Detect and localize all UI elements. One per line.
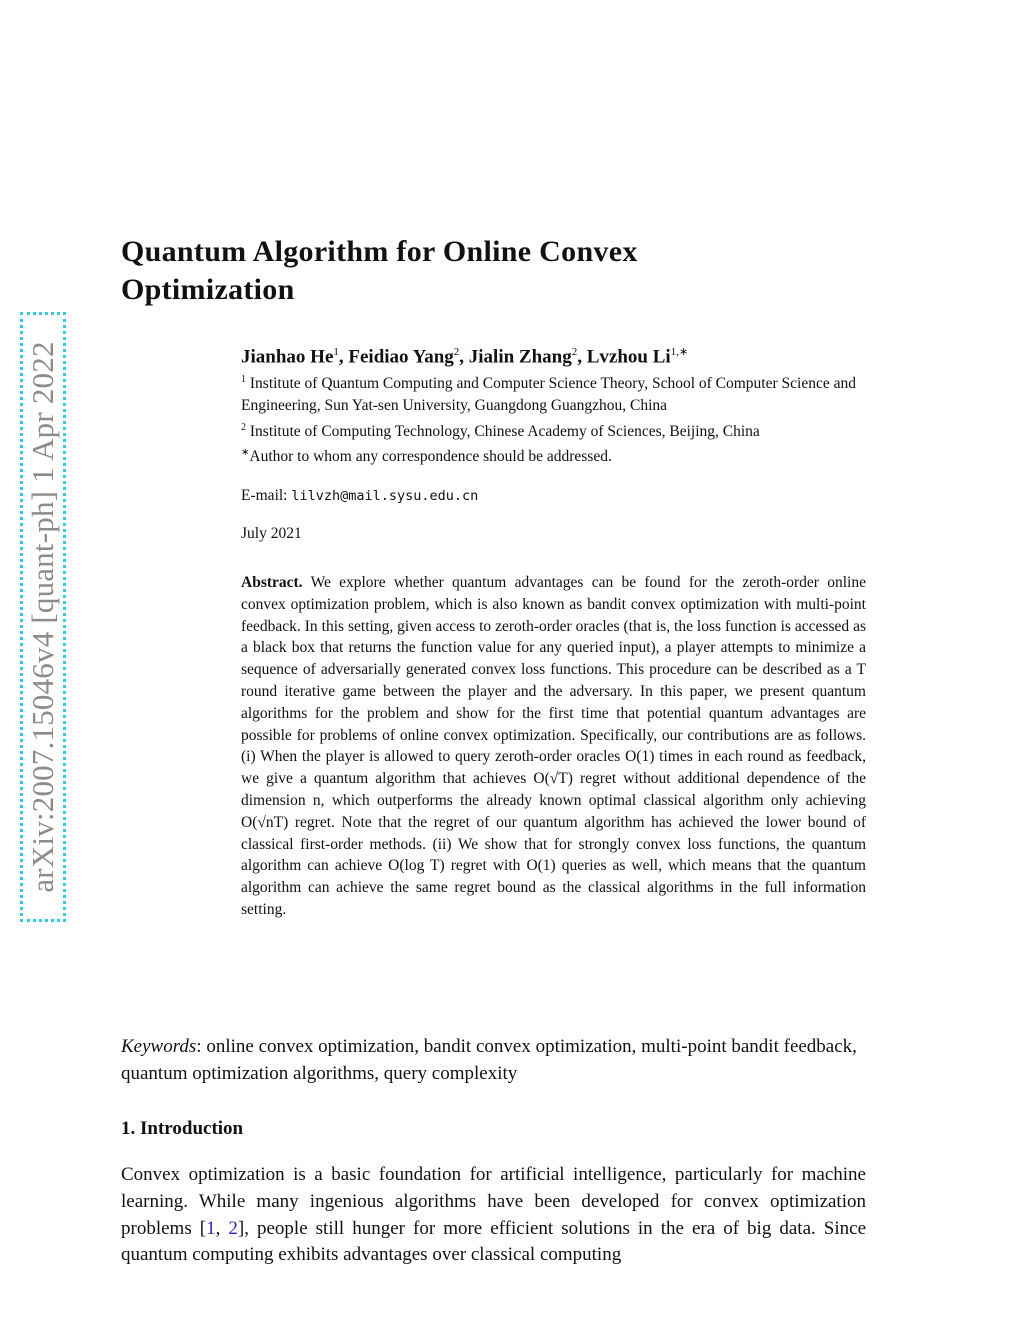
keywords-text: online convex optimization, bandit convex optimization, multi-point bandit feedback, quantum optimization algorithms, query complexity xyxy=(121,1036,857,1084)
author-affiliation-mark: 1 xyxy=(333,346,339,358)
abstract-label: Abstract. xyxy=(241,574,303,591)
author-name: Jianhao He xyxy=(241,346,334,368)
publication-date: July 2021 xyxy=(241,525,302,542)
affiliation-item xyxy=(241,369,866,417)
arxiv-identifier-text: arXiv:2007.15046v4 [quant-ph] 1 Apr 2022 xyxy=(25,341,60,893)
email-line xyxy=(241,486,866,506)
paper-title: Quantum Algorithm for Online Convex Optimization xyxy=(121,235,638,306)
author-affiliation-mark: 2 xyxy=(453,346,460,358)
abstract xyxy=(241,572,866,921)
section-title: Introduction xyxy=(140,1118,244,1139)
intro-text: Convex optimization is a basic foundation for artificial intelligence, particularly for machine learning. While many ingenious algorithms have been developed for convex optimization problems [ xyxy=(121,1164,866,1239)
author-list: Jianhao He$^1$, Feidiao Yang$^2$, Jialin Zhang$^2$, Lvzhou $Li^{1,∗}$ xyxy=(241,346,689,368)
keywords-label: Keywords xyxy=(121,1036,197,1057)
affiliation-mark: ∗ xyxy=(241,447,250,459)
author-affiliation-mark: 1,∗ xyxy=(670,346,689,358)
affiliation-text: Institute of Quantum Computing and Computer Science Theory, School of Computer Science and Engineering, Sun Yat-sen University, Guangdong Guangzhou, China xyxy=(241,375,856,414)
author-name: Jialin Zhang xyxy=(468,346,572,368)
arxiv-identifier-stamp xyxy=(20,312,66,922)
author-name: Lvzhou Li xyxy=(586,346,671,368)
intro-text: ], people still hunger for more efficient solutions in the era of big data. Since quantum computing exhibits advantages over classical computing xyxy=(121,1217,867,1266)
section-heading xyxy=(121,1118,243,1140)
email-label: E-mail: xyxy=(241,487,288,504)
introduction-paragraph xyxy=(121,1162,866,1269)
affiliation-mark: 1 xyxy=(241,374,246,385)
affiliation-mark: 2 xyxy=(241,421,246,433)
keywords: Keywords: online convex optimization, bandit convex optimization, multi-point bandit feedback, quantum optimization algorithms, query complexity xyxy=(121,1036,857,1084)
citation-link[interactable]: 1 xyxy=(206,1217,216,1239)
citation-separator: , xyxy=(215,1217,229,1239)
email-address[interactable]: lilvzh@mail.sysu.edu.cn xyxy=(291,488,479,504)
affiliation-text: Author to whom any correspondence should be addressed. xyxy=(249,448,612,466)
affiliations xyxy=(241,369,866,468)
section-number: 1. xyxy=(121,1118,136,1139)
affiliation-item xyxy=(241,442,866,468)
citation-link[interactable]: 2 xyxy=(228,1217,238,1239)
affiliation-text: Institute of Computing Technology, Chinese Academy of Sciences, Beijing, China xyxy=(249,422,760,440)
author-affiliation-mark: 2 xyxy=(571,346,578,358)
author-name: Feidiao Yang xyxy=(348,346,454,368)
affiliation-item xyxy=(241,417,866,443)
abstract-text: We explore whether quantum advantages can be found for the zeroth-order online convex optimization problem, which is also known as bandit convex optimization with multi-point feedback. In this setting, given access to zeroth-order oracles (that is, the loss function is accessed as a black box that returns the function value for any queried input), a player attempts to minimize a sequence of adversarially generated convex loss functions. This procedure can be described as a T round iterative game between the player and the adversary. In this paper, we present quantum algorithms for the problem and show for the first time that potential quantum advantages are possible for problems of online convex optimization. Specifically, our contributions are as follows. (i) When the player is allowed to query zeroth-order oracles O(1) times in each round as feedback, we give a quantum algorithm that achieves O(√T) regret without additional dependence of the dimension n, which outperforms the already known optimal classical algorithm only achieving O(√nT) regret. Note that the regret of our quantum algorithm has achieved the lower bound of classical first-order methods. (ii) We show that for strongly convex loss functions, the quantum algorithm can achieve O(log T) regret with O(1) queries as well, which means that the quantum algorithm can achieve the same regret bound as the classical algorithms in the full information setting. xyxy=(241,574,866,918)
